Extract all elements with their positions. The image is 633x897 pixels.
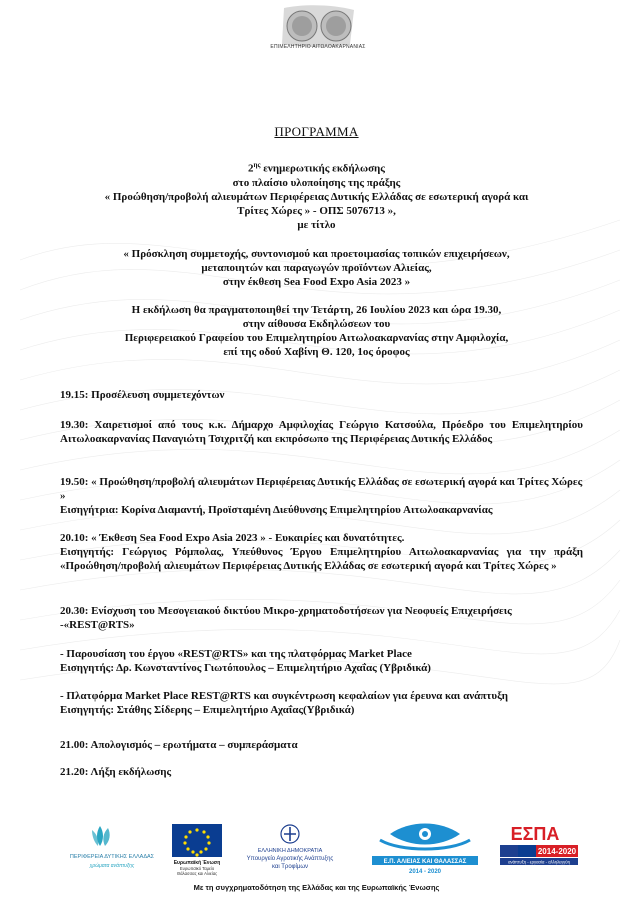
program-item: 20.10: « Έκθεση Sea Food Expo Asia 2023 » - Ευκαιρίες και δυνατότητες. Εισηγητής: Γεώργιος Ρόμπολας, Υπεύθυνος Έργου Επιμελητηρίου Αιτωλοακαρνανίας για την πράξη «Προώθηση/προβολή αλιευμάτων Περιφέρειας Δυτικής Ελλάδας σε εσωτερική αγορά και Τρίτες Χώρες » (60, 532, 583, 572)
intro-line-2: στο πλαίσιο υλοποίησης της πράξης (232, 176, 401, 189)
espa-years: 2014-2020 (537, 847, 577, 856)
ep-line-2: 2014 - 2020 (408, 869, 442, 875)
region-logo (70, 826, 155, 869)
eu-sub-1: Ευρωπαϊκό Ταμείο (179, 866, 215, 871)
subtitle-line-2: μεταποιητών και παραγωγών προϊόντων Αλιείας, (201, 262, 432, 274)
venue-line-4: επί της οδού Χαβίνη Θ. 120, 1ος όροφος (223, 346, 410, 358)
page-title: ΠΡΟΓΡΑΜΜΑ (274, 124, 359, 139)
venue-line-2: στην αίθουσα Εκδηλώσεων του (242, 318, 391, 330)
ministry-line-2: Υπουργείο Αγροτικής Ανάπτυξης (246, 856, 334, 862)
intro-block (40, 158, 593, 232)
venue-line-1: Η εκδήλωση θα πραγματοποιηθεί την Τετάρτη, 26 Ιουλίου 2023 και ώρα 19.30, (131, 304, 502, 316)
program-item: 21.00: Απολογισμός – ερωτήματα – συμπεράσματα (60, 739, 298, 751)
ministry-line-1: ΕΛΛΗΝΙΚΗ ΔΗΜΟΚΡΑΤΙΑ (257, 848, 323, 854)
venue-block (40, 303, 593, 359)
espa-logo (500, 824, 578, 865)
eu-sub-2: Θάλασσας και Αλιείας (176, 871, 218, 876)
program-item: 21.20: Λήξη εκδήλωσης (60, 766, 172, 778)
program-item: 20.30: Ενίσχυση του Μεσογειακού δικτύου Μικρο-χρηματοδοτήσεων για Νεοφυείς Επιχειρήσεις -«REST@RTS» (60, 605, 512, 631)
region-name: ΠΕΡΙΦΕΡΕΙΑ ΔΥΤΙΚΗΣ ΕΛΛΑΔΑΣ (69, 854, 155, 860)
subtitle-block (40, 247, 593, 289)
program-item: 19.30: Χαιρετισμοί από τους κ.κ. Δήμαρχο Αμφιλοχίας Γεώργιο Κατσούλα, Πρόεδρο του Επιμελητηρίου Αιτωλοακαρνανίας Παναγιώτη Τσιχριτζή και εκπρόσωπο της Περιφέρειας Δυτικής Ελλάδος (60, 419, 583, 445)
ep-fisheries-logo (370, 824, 480, 876)
chamber-logo-text: ΕΠΙΜΕΛΗΤΗΡΙΟ ΑΙΤΩΛΟΑΚΑΡΝΑΝΙΑΣ (270, 44, 366, 50)
espa-slogan: ανάπτυξη - εργασία - αλληλεγγύη (508, 859, 570, 865)
region-slogan: χρώματα ανάπτυξης (89, 863, 135, 869)
ep-line-1: Ε.Π. ΑΛΙΕΙΑΣ ΚΑΙ ΘΑΛΑΣΣΑΣ (383, 859, 467, 865)
program-item: 19.15: Προσέλευση συμμετεχόντων (60, 389, 225, 401)
subtitle-line-1: « Πρόσκληση συμμετοχής, συντονισμού και προετοιμασίας τοπικών επιχειρήσεων, (123, 248, 510, 260)
program-item: - Παρουσίαση του έργου «REST@RTS» και της πλατφόρμας Market Place Εισηγητής: Δρ. Κωνσταντίνος Γιωτόπουλος – Επιμελητήριο Αχαΐας (Υβριδικά) (60, 648, 431, 674)
espa-title: ΕΣΠΑ (510, 824, 560, 844)
intro-line-3: « Προώθηση/προβολή αλιευμάτων Περιφέρειας Δυτικής Ελλάδας σε εσωτερική αγορά και (104, 190, 529, 203)
eu-title: Ευρωπαϊκή Ένωση (173, 860, 221, 866)
intro-line-5: με τίτλο (297, 218, 336, 231)
eu-logo (172, 824, 222, 876)
subtitle-line-3: στην έκθεση Sea Food Expo Asia 2023 » (222, 276, 411, 288)
intro-line-4: Τρίτες Χώρες » - ΟΠΣ 5076713 », (237, 204, 396, 217)
venue-line-3: Περιφερειακού Γραφείου του Επιμελητηρίου Αιτωλοακαρνανίας στην Αμφιλοχία, (124, 332, 509, 344)
ministry-line-3: και Τροφίμων (271, 864, 309, 870)
footer-logos (0, 822, 633, 882)
footer-caption: Με τη συγχρηματοδότηση της Ελλάδας και της Ευρωπαϊκής Ένωσης (193, 883, 440, 892)
ministry-logo (247, 825, 334, 870)
program-item: 19.50: « Προώθηση/προβολή αλιευμάτων Περιφέρειας Δυτικής Ελλάδας σε εσωτερική αγορά και Τρίτες Χώρες » Εισηγήτρια: Κορίνα Διαμαντή, Προϊσταμένη Διεύθυνσης Επιμελητηρίου Αιτωλοακαρνανίας (60, 476, 583, 516)
program-item: - Πλατφόρμα Market Place REST@RTS και συγκέντρωση κεφαλαίων για έρευνα και ανάπτυξη Εισηγητής: Στάθης Σίδερης – Επιμελητήριο Αχαΐας(Υβριδικά) (60, 690, 508, 716)
intro-line-1: $2^{\eta\varsigma}$ ενημερωτικής εκδήλωσης (248, 161, 385, 175)
